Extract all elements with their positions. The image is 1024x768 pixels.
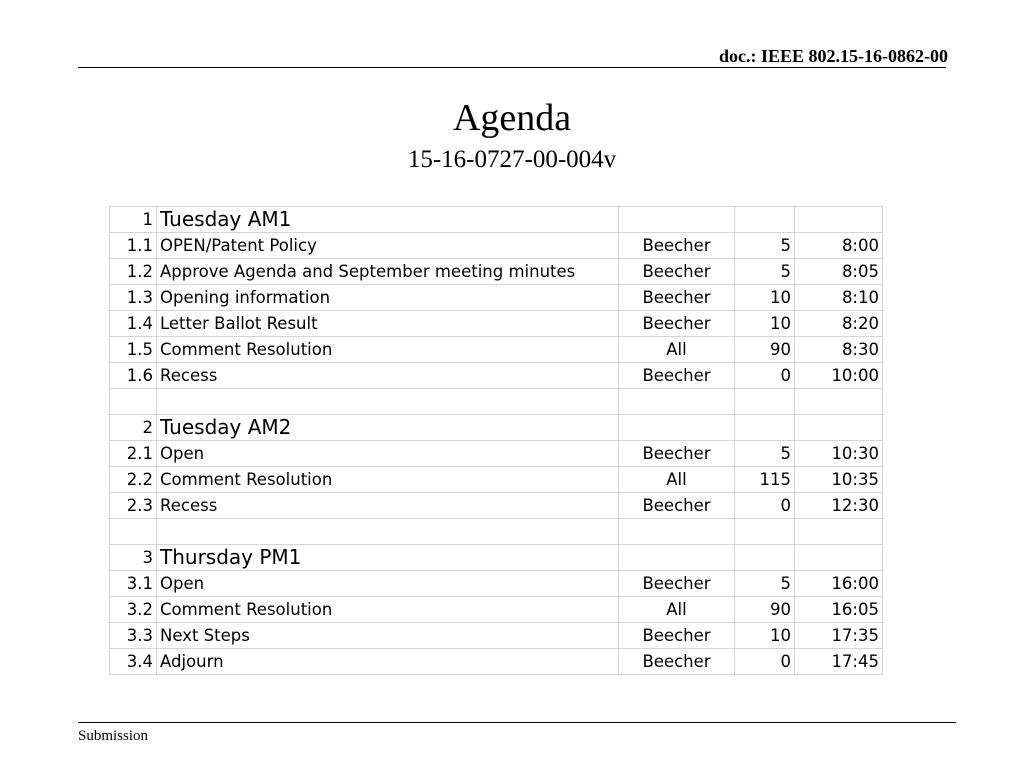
document-id: doc.: IEEE 802.15-16-0862-00 — [719, 46, 948, 66]
item-description — [157, 389, 619, 415]
footer-submission: Submission — [78, 728, 149, 744]
footer-divider — [78, 722, 956, 723]
item-duration: 5 — [735, 259, 795, 285]
item-number: 3.1 — [110, 571, 157, 597]
item-description: Comment Resolution — [157, 597, 619, 623]
item-start-time — [795, 415, 883, 441]
item-duration: 10 — [735, 311, 795, 337]
item-description: OPEN/Patent Policy — [157, 233, 619, 259]
item-number: 1.5 — [110, 337, 157, 363]
item-presenter — [619, 415, 735, 441]
item-presenter: Beecher — [619, 311, 735, 337]
item-duration: 5 — [735, 441, 795, 467]
page-subtitle: 15-16-0727-00-004v — [407, 146, 617, 173]
item-presenter — [619, 545, 735, 571]
item-start-time: 8:00 — [795, 233, 883, 259]
table-row — [110, 389, 883, 415]
item-duration: 0 — [735, 493, 795, 519]
table-row — [110, 493, 883, 519]
table-row — [110, 259, 883, 285]
item-number: 2.2 — [110, 467, 157, 493]
item-description: Approve Agenda and September meeting minutes — [157, 259, 619, 285]
item-start-time: 16:05 — [795, 597, 883, 623]
item-number: 3.2 — [110, 597, 157, 623]
item-description: Comment Resolution — [157, 467, 619, 493]
item-number: 1.4 — [110, 311, 157, 337]
item-presenter: Beecher — [619, 363, 735, 389]
item-number: 3 — [110, 545, 157, 571]
item-description: Comment Resolution — [157, 337, 619, 363]
item-presenter — [619, 519, 735, 545]
table-row — [110, 441, 883, 467]
item-description: Adjourn — [157, 649, 619, 675]
item-start-time: 10:30 — [795, 441, 883, 467]
table-row — [110, 285, 883, 311]
item-presenter: Beecher — [619, 623, 735, 649]
table-row — [110, 233, 883, 259]
item-start-time: 12:30 — [795, 493, 883, 519]
item-presenter: Beecher — [619, 493, 735, 519]
item-start-time: 10:35 — [795, 467, 883, 493]
item-start-time: 8:30 — [795, 337, 883, 363]
item-number: 2.1 — [110, 441, 157, 467]
item-description: Next Steps — [157, 623, 619, 649]
item-description: Recess — [157, 493, 619, 519]
item-start-time — [795, 519, 883, 545]
item-presenter: Beecher — [619, 649, 735, 675]
table-row — [110, 571, 883, 597]
table-row — [110, 467, 883, 493]
item-duration — [735, 519, 795, 545]
item-duration: 10 — [735, 623, 795, 649]
item-number: 1.1 — [110, 233, 157, 259]
table-row — [110, 623, 883, 649]
item-presenter: Beecher — [619, 233, 735, 259]
table-row — [110, 311, 883, 337]
agenda-table — [109, 206, 883, 675]
item-duration — [735, 545, 795, 571]
item-start-time — [795, 207, 883, 233]
item-description: Open — [157, 571, 619, 597]
item-number: 1 — [110, 207, 157, 233]
page-title: Agenda — [452, 97, 572, 139]
item-duration: 90 — [735, 337, 795, 363]
item-duration — [735, 207, 795, 233]
item-start-time: 16:00 — [795, 571, 883, 597]
item-duration: 10 — [735, 285, 795, 311]
item-description: Tuesday AM2 — [157, 415, 619, 441]
table-row — [110, 363, 883, 389]
item-description: Thursday PM1 — [157, 545, 619, 571]
item-duration: 5 — [735, 233, 795, 259]
header-divider — [78, 67, 946, 68]
item-presenter: All — [619, 337, 735, 363]
item-description: Recess — [157, 363, 619, 389]
item-description: Opening information — [157, 285, 619, 311]
item-description: Open — [157, 441, 619, 467]
item-duration: 5 — [735, 571, 795, 597]
item-start-time: 8:05 — [795, 259, 883, 285]
item-presenter: All — [619, 467, 735, 493]
table-row — [110, 519, 883, 545]
item-number — [110, 389, 157, 415]
item-number: 3.3 — [110, 623, 157, 649]
item-number: 2.3 — [110, 493, 157, 519]
item-description — [157, 519, 619, 545]
table-row — [110, 597, 883, 623]
item-duration: 90 — [735, 597, 795, 623]
item-presenter: Beecher — [619, 259, 735, 285]
item-number: 3.4 — [110, 649, 157, 675]
item-description: Letter Ballot Result — [157, 311, 619, 337]
item-presenter — [619, 389, 735, 415]
item-duration — [735, 415, 795, 441]
item-presenter: Beecher — [619, 571, 735, 597]
item-presenter — [619, 207, 735, 233]
item-start-time — [795, 545, 883, 571]
table-row — [110, 207, 883, 233]
item-start-time: 8:10 — [795, 285, 883, 311]
item-presenter: Beecher — [619, 285, 735, 311]
table-row — [110, 649, 883, 675]
item-description: Tuesday AM1 — [157, 207, 619, 233]
item-start-time: 10:00 — [795, 363, 883, 389]
item-start-time: 17:35 — [795, 623, 883, 649]
item-start-time — [795, 389, 883, 415]
item-number: 1.3 — [110, 285, 157, 311]
table-row — [110, 337, 883, 363]
item-number: 1.2 — [110, 259, 157, 285]
item-number — [110, 519, 157, 545]
item-duration — [735, 389, 795, 415]
item-duration: 115 — [735, 467, 795, 493]
item-number: 2 — [110, 415, 157, 441]
item-duration: 0 — [735, 649, 795, 675]
item-duration: 0 — [735, 363, 795, 389]
item-start-time: 17:45 — [795, 649, 883, 675]
table-row — [110, 415, 883, 441]
item-start-time: 8:20 — [795, 311, 883, 337]
item-number: 1.6 — [110, 363, 157, 389]
item-presenter: All — [619, 597, 735, 623]
table-row — [110, 545, 883, 571]
item-presenter: Beecher — [619, 441, 735, 467]
